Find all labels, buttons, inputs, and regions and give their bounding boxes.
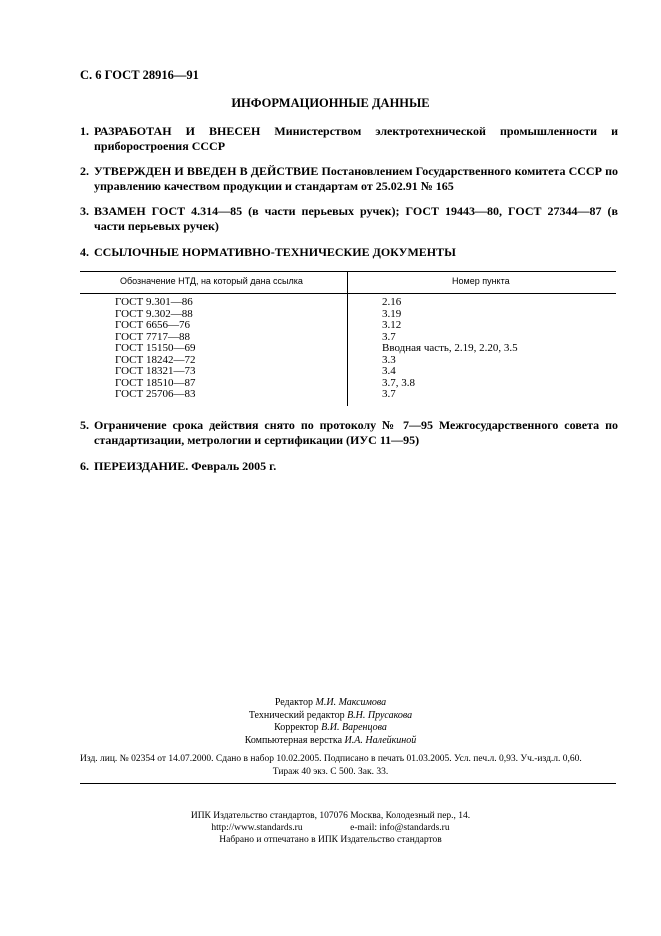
credit-name: В.И. Варенцова [321, 722, 387, 733]
table-cell-document: ГОСТ 18242—72 [115, 353, 196, 366]
credit-tech-editor [0, 710, 661, 723]
item-text: Ограничение срока действия снято по протоколу № 7—95 Межгосударственного совета по стандартизации, метрологии и сертификации (ИУС 11—95) [94, 418, 618, 447]
item-text: ВЗАМЕН ГОСТ 4.314—85 (в части перьевых ручек); ГОСТ 19443—80, ГОСТ 27344—87 (в части перьевых ручек) [94, 204, 618, 233]
credit-label: Компьютерная верстка [244, 734, 343, 746]
item-text: УТВЕРЖДЕН И ВВЕДЕН В ДЕЙСТВИЕ Постановлением Государственного комитета СССР по управлению качеством продукции и стандартам от 25.02.91 № 165 [94, 164, 618, 193]
credit-layout [0, 735, 661, 748]
editorial-credits [0, 697, 661, 747]
table-cell-paragraph: 3.7 [382, 330, 396, 343]
credit-label: Технический редактор [248, 709, 345, 721]
page-header: С. 6 ГОСТ 28916—91 [80, 68, 199, 82]
item-number: 4. [80, 245, 89, 259]
table-cell-paragraph: 3.4 [382, 365, 396, 377]
table-cell-document: ГОСТ 6656—76 [115, 319, 190, 331]
info-item-3 [80, 204, 618, 234]
credit-name: В.Н. Прусакова [347, 709, 413, 721]
table-cell-paragraph: 3.19 [382, 307, 402, 320]
table-cell-document: ГОСТ 25706—83 [115, 388, 196, 400]
section-title: ИНФОРМАЦИОННЫЕ ДАННЫЕ [231, 96, 430, 110]
table-row [80, 320, 616, 332]
table-row [80, 343, 616, 355]
table-cell-paragraph: 3.3 [382, 353, 396, 366]
item-number: 6. [80, 459, 89, 473]
info-item-2 [80, 164, 618, 194]
item-number: 5. [80, 418, 89, 432]
info-item-1 [80, 124, 618, 154]
item-number: 1. [80, 124, 89, 138]
item-number: 3. [80, 204, 89, 218]
table-cell-paragraph: 2.16 [382, 296, 402, 308]
info-item-4 [80, 245, 618, 260]
table-cell-paragraph: 3.7, 3.8 [382, 376, 415, 389]
publisher-imprint [0, 810, 661, 846]
table-cell-document: ГОСТ 18321—73 [115, 365, 196, 377]
info-item-6 [80, 459, 618, 474]
item-text: РАЗРАБОТАН И ВНЕСЕН Министерством электротехнической промышленности и приборостроения СССР [94, 124, 618, 153]
credit-name: И.А. Налейкиной [344, 734, 417, 746]
table-cell-document: ГОСТ 9.302—88 [115, 307, 193, 320]
table-header-document: Обозначение НТД, на который дана ссылка [120, 276, 303, 286]
table-cell-paragraph: 3.12 [382, 319, 402, 331]
table-cell-document: ГОСТ 15150—69 [115, 342, 196, 354]
table-cell-document: ГОСТ 9.301—86 [115, 296, 193, 308]
imprint-address: ИПК Издательство стандартов, 107076 Москва, Колодезный пер., 14. [190, 811, 471, 821]
footer-rule [80, 783, 616, 784]
references-table [80, 271, 616, 406]
table-row [80, 366, 616, 378]
credit-label: Редактор [274, 697, 314, 708]
credit-corrector [0, 722, 661, 735]
credit-label: Корректор [274, 722, 319, 733]
imprint-printer: Набрано и отпечатано в ИПК Издательство стандартов [219, 835, 442, 845]
imprint-contacts: http://www.standards.ru e-mail: info@standards.ru [211, 823, 450, 833]
table-cell-paragraph: Вводная часть, 2.19, 2.20, 3.5 [382, 342, 518, 354]
table-cell-paragraph: 3.7 [382, 388, 396, 400]
info-item-5 [80, 418, 618, 448]
table-cell-document: ГОСТ 7717—88 [115, 330, 190, 343]
item-text: ССЫЛОЧНЫЕ НОРМАТИВНО-ТЕХНИЧЕСКИЕ ДОКУМЕНТЫ [94, 245, 456, 259]
table-row [80, 297, 616, 309]
publication-details: Изд. лиц. № 02354 от 14.07.2000. Сдано в набор 10.02.2005. Подписано в печать 01.03.2005. Усл. печ.л. 0,93. Уч.-изд.л. 0,60. [80, 754, 582, 764]
table-row [80, 389, 616, 401]
print-run: Тираж 40 экз. С 500. Зак. 33. [272, 767, 389, 777]
table-header-rule [80, 293, 616, 294]
credit-editor [0, 697, 661, 710]
table-header-paragraph: Номер пункта [452, 276, 510, 286]
item-number: 2. [80, 164, 89, 178]
table-top-rule [80, 271, 616, 272]
table-cell-document: ГОСТ 18510—87 [115, 376, 196, 389]
item-text: ПЕРЕИЗДАНИЕ. Февраль 2005 г. [94, 459, 277, 473]
credit-name: М.И. Максимова [315, 697, 387, 708]
